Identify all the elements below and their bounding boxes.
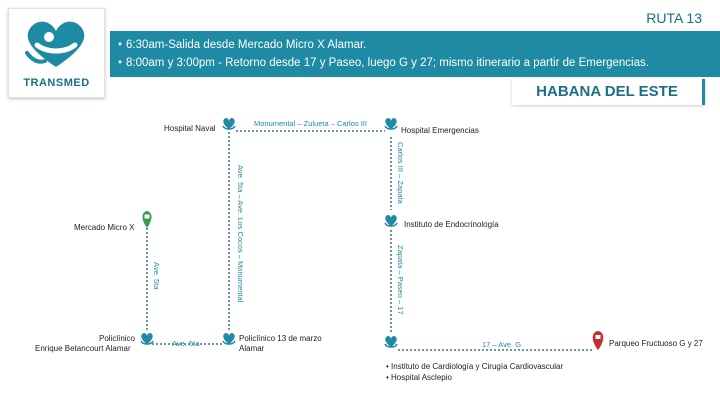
hospital-heart-icon [385,118,397,129]
stop-policlinico-alamar-line1: Policlínico [98,334,135,343]
hospital-heart-icon [223,118,235,129]
street-left-vertical: Ave. 5ta – Ave. Los Cocos – Monumental [236,165,245,303]
bullet-icon: • [118,39,123,51]
schedule-line-2: • 8:00am y 3:00pm - Retorno desde 17 y Paseo, luego G y 27; mismo itinerario a partir de Emergencias. [118,57,649,69]
stop-policlinico-alamar-line2: Enrique Betancourt Alamar [35,344,131,353]
street-ave5ta-horizontal: Ave. 5ta [172,339,200,348]
stop-hospital-emergencias: Hospital Emergencias [401,126,479,135]
stop-policlinico-13-line2: Alamar [239,344,265,353]
end-pin-icon [593,331,604,350]
stop-mercado: Mercado Micro X [74,223,135,232]
route-number: RUTA 13 [646,10,702,26]
stop-endocrinologia: Instituto de Endocrinología [404,220,499,229]
region-title: HABANA DEL ESTE [512,79,705,105]
logo-text: TRANSMED [23,77,90,89]
street-zapata-paseo: Zapata – Paseo – 17 [396,245,405,315]
stop-hospital-naval: Hospital Naval [164,124,216,133]
stop-policlinico-13-line1: Policlínico 13 de marzo [239,334,322,343]
street-ave-g: 17 – Ave. G [482,340,522,349]
hospital-heart-icon [141,333,153,344]
hospital-heart-icon [223,333,235,344]
bullet-icon: • [118,57,123,69]
stop-asclepio: • Hospital Asclepio [386,373,452,382]
stop-parqueo: Parqueo Fructuoso G y 27 [609,339,703,348]
street-monumental-zulueta: Monumental – Zulueta – Carlos III [254,119,367,128]
stop-cardiologia: • Instituto de Cardiología y Cirugía Cardiovascular [386,362,564,371]
hospital-heart-icon [385,336,397,347]
schedule-line-1: • 6:30am-Salida desde Mercado Micro X Alamar. [118,39,367,51]
street-carlos-zapata: Carlos III – Zapata [396,142,405,204]
hospital-heart-icon [385,215,397,226]
street-ave5ta-vertical: Ave. 5ta [152,262,161,290]
start-pin-icon [143,211,152,228]
